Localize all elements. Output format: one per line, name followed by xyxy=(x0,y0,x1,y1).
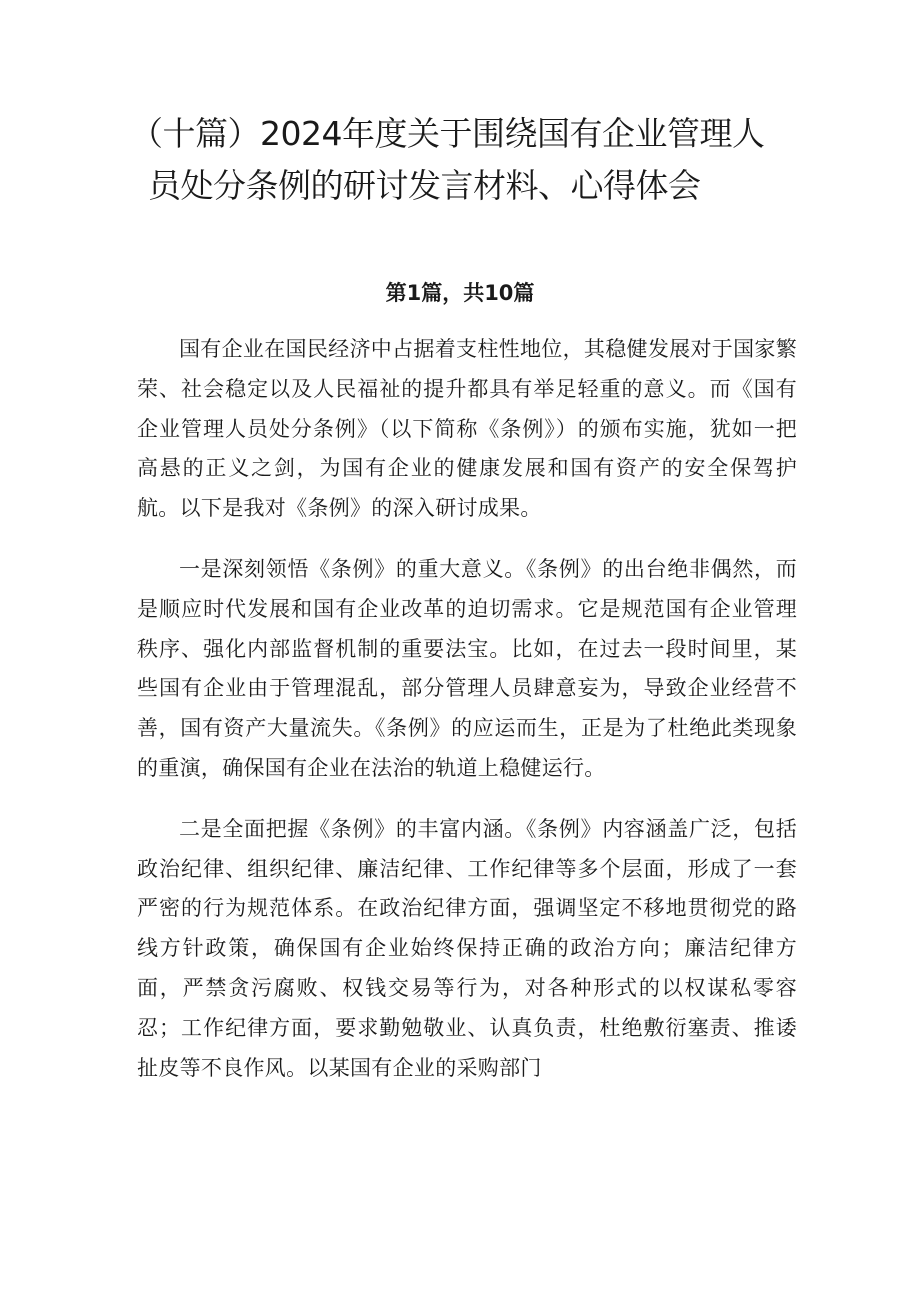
title-line-1: （十篇）2024年度关于围绕国有企业管理人 xyxy=(130,114,765,153)
paragraph-point-two: 二是全面把握《条例》的丰富内涵。《条例》内容涵盖广泛，包括政治纪律、组织纪律、廉洁纪律、工作纪律等多个层面，形成了一套严密的行为规范体系。在政治纪律方面，强调坚定不移地贯彻党的路线方针政策，确保国有企业始终保持正确的政治方向；廉洁纪律方面，严禁贪污腐败、权钱交易等行为，对各种形式的以权谋私零容忍；工作纪律方面，要求勤勉敬业、认真负责，杜绝敷衍塞责、推诿扯皮等不良作风。以某国有企业的采购部门 xyxy=(137,816,797,1080)
document-body xyxy=(137,330,797,1088)
section-heading: 第1篇，共10篇 xyxy=(385,281,535,305)
title-line-2: 员处分条例的研讨发言材料、心得体会 xyxy=(148,166,701,205)
paragraph-point-one: 一是深刻领悟《条例》的重大意义。《条例》的出台绝非偶然，而是顺应时代发展和国有企业改革的迫切需求。它是规范国有企业管理秩序、强化内部监督机制的重要法宝。比如，在过去一段时间里，某些国有企业由于管理混乱，部分管理人员肆意妄为，导致企业经营不善，国有资产大量流失。《条例》的应运而生，正是为了杜绝此类现象的重演，确保国有企业在法治的轨道上稳健运行。 xyxy=(137,556,797,780)
document-title xyxy=(130,108,810,212)
paragraph-intro: 国有企业在国民经济中占据着支柱性地位，其稳健发展对于国家繁荣、社会稳定以及人民福祉的提升都具有举足轻重的意义。而《国有企业管理人员处分条例》（以下简称《条例》）的颁布实施，犹如一把高悬的正义之剑，为国有企业的健康发展和国有资产的安全保驾护航。以下是我对《条例》的深入研讨成果。 xyxy=(137,337,797,521)
